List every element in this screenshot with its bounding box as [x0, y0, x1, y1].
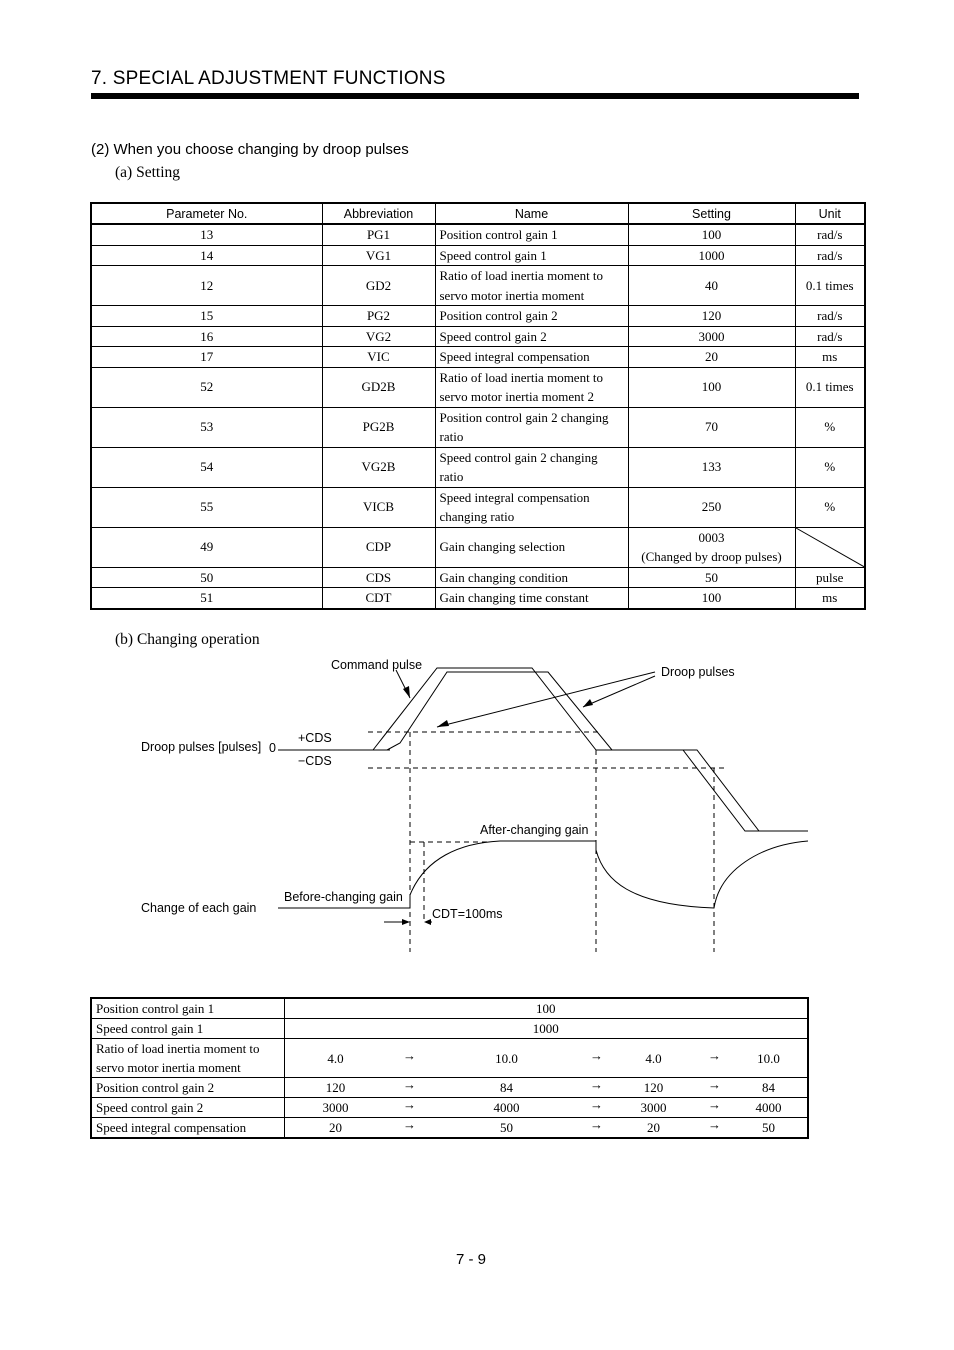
zero-label: 0 — [269, 741, 276, 755]
table-row — [91, 224, 865, 245]
command-pulse-arrowhead — [403, 686, 410, 698]
arrow-icon: → — [403, 1097, 416, 1112]
gain-name: Speed control gain 2 — [91, 1098, 284, 1118]
param-abbr: VG2B — [322, 447, 435, 487]
param-no: 14 — [91, 245, 322, 266]
param-no: 16 — [91, 326, 322, 347]
param-abbr: GD2 — [322, 266, 435, 306]
table-row — [91, 487, 865, 527]
param-no: 53 — [91, 407, 322, 447]
param-setting: 100 — [628, 588, 795, 609]
plus-cds-label: +CDS — [298, 731, 332, 745]
value-4: 84 — [762, 1080, 775, 1095]
param-setting: 250 — [628, 487, 795, 527]
param-unit: % — [795, 447, 865, 487]
table-row — [91, 527, 865, 567]
arrow-icon: → — [403, 1077, 416, 1092]
table-row — [91, 245, 865, 266]
table-row — [91, 326, 865, 347]
param-abbr: PG2B — [322, 407, 435, 447]
cdt-arrowhead-right — [424, 919, 431, 925]
diagonal-slash — [796, 528, 865, 567]
param-unit: 0.1 times — [795, 266, 865, 306]
param-unit: pulse — [795, 567, 865, 588]
param-name: Position control gain 2 — [435, 306, 628, 327]
param-setting: 133 — [628, 447, 795, 487]
gain-values-table — [90, 997, 809, 1139]
table-row — [91, 367, 865, 407]
param-setting — [628, 527, 795, 567]
param-name: Speed integral compensation — [435, 347, 628, 368]
param-no: 54 — [91, 447, 322, 487]
header-parameter-no: Parameter No. — [91, 203, 322, 224]
param-setting: 100 — [628, 224, 795, 245]
value-1: 4.0 — [327, 1050, 344, 1066]
table-row — [91, 1039, 808, 1078]
param-abbr: CDP — [322, 527, 435, 567]
param-unit: rad/s — [795, 326, 865, 347]
param-abbr: VIC — [322, 347, 435, 368]
value-4: 4000 — [755, 1100, 782, 1115]
droop-pointer-1 — [437, 672, 655, 727]
table-row — [91, 447, 865, 487]
value-2: 50 — [500, 1120, 513, 1135]
value-1: 20 — [329, 1120, 342, 1135]
param-abbr: CDS — [322, 567, 435, 588]
value-4: 50 — [762, 1120, 775, 1135]
param-name: Gain changing condition — [435, 567, 628, 588]
table-row — [91, 567, 865, 588]
param-name: Speed control gain 2 changing ratio — [435, 447, 628, 487]
table-row — [91, 1118, 808, 1139]
header-rule — [91, 93, 859, 99]
before-changing-gain-label: Before-changing gain — [284, 890, 403, 904]
param-abbr: PG2 — [322, 306, 435, 327]
value-2: 10.0 — [495, 1050, 518, 1066]
param-name: Gain changing time constant — [435, 588, 628, 609]
param-name: Gain changing selection — [435, 527, 628, 567]
value-3: 3000 — [640, 1100, 667, 1115]
param-setting: 1000 — [628, 245, 795, 266]
param-setting: 40 — [628, 266, 795, 306]
droop-pulse-line — [387, 672, 771, 831]
value-1: 120 — [325, 1080, 346, 1095]
droop-axis-label: Droop pulses [pulses] — [141, 740, 262, 754]
arrow-icon: → — [403, 1117, 416, 1132]
arrow-icon: → — [590, 1077, 603, 1092]
table-row — [91, 306, 865, 327]
param-name: Position control gain 2 changing ratio — [435, 407, 628, 447]
parameter-table — [90, 202, 866, 610]
param-unit: rad/s — [795, 306, 865, 327]
page-number: 7 - 9 — [456, 1251, 487, 1268]
droop-arrowhead-1 — [437, 720, 449, 727]
command-pulse-line — [373, 668, 808, 831]
param-no: 13 — [91, 224, 322, 245]
gain-name: Ratio of load inertia moment to servo motor inertia moment — [91, 1039, 284, 1078]
param-no: 52 — [91, 367, 322, 407]
setting-subheading: (a) Setting — [115, 164, 180, 181]
cdt-label: CDT=100ms — [432, 907, 503, 921]
arrow-icon: → — [708, 1097, 721, 1112]
chapter-title: 7. SPECIAL ADJUSTMENT FUNCTIONS — [91, 68, 446, 89]
arrow-icon: → — [708, 1047, 721, 1063]
param-name: Ratio of load inertia moment to servo motor inertia moment — [435, 266, 628, 306]
gain-name: Speed integral compensation — [91, 1118, 284, 1139]
param-name: Speed control gain 2 — [435, 326, 628, 347]
minus-cds-label: −CDS — [298, 754, 332, 768]
section-title: (2) When you choose changing by droop pulses — [91, 141, 409, 158]
droop-arrowhead-2 — [583, 699, 593, 707]
table-row — [91, 998, 808, 1019]
param-name: Position control gain 1 — [435, 224, 628, 245]
table-row — [91, 588, 865, 609]
command-pulse-pointer — [396, 670, 410, 698]
command-pulse-label: Command pulse — [331, 658, 423, 672]
setting-value: 0003 — [698, 529, 725, 545]
value-3: 120 — [643, 1080, 664, 1095]
param-unit: ms — [795, 347, 865, 368]
param-unit: rad/s — [795, 245, 865, 266]
value-4: 10.0 — [757, 1050, 780, 1066]
table-row — [91, 347, 865, 368]
gain-value: 100 — [284, 998, 808, 1019]
arrow-icon: → — [708, 1077, 721, 1092]
gain-values — [284, 1118, 808, 1139]
value-3: 20 — [647, 1120, 660, 1135]
param-setting: 20 — [628, 347, 795, 368]
param-name: Speed integral compensation changing ratio — [435, 487, 628, 527]
gain-value: 1000 — [284, 1019, 808, 1039]
operation-subheading: (b) Changing operation — [115, 631, 260, 648]
arrow-icon: → — [403, 1047, 416, 1063]
arrow-icon: → — [708, 1117, 721, 1132]
value-2: 4000 — [493, 1100, 520, 1115]
param-unit: % — [795, 487, 865, 527]
gain-values — [284, 1039, 808, 1078]
param-no: 49 — [91, 527, 322, 567]
table-row — [91, 266, 865, 306]
param-unit: % — [795, 407, 865, 447]
param-setting: 120 — [628, 306, 795, 327]
table-row — [91, 1019, 808, 1039]
param-no: 15 — [91, 306, 322, 327]
param-no: 12 — [91, 266, 322, 306]
droop-pointer-2 — [583, 676, 655, 707]
param-abbr: VG1 — [322, 245, 435, 266]
header-name: Name — [435, 203, 628, 224]
param-name: Ratio of load inertia moment to servo motor inertia moment 2 — [435, 367, 628, 407]
param-name: Speed control gain 1 — [435, 245, 628, 266]
gain-name: Speed control gain 1 — [91, 1019, 284, 1039]
header-unit: Unit — [795, 203, 865, 224]
param-no: 17 — [91, 347, 322, 368]
cdt-arrowhead-left — [402, 919, 410, 925]
param-unit: rad/s — [795, 224, 865, 245]
param-abbr: VG2 — [322, 326, 435, 347]
param-abbr: VICB — [322, 487, 435, 527]
arrow-icon: → — [590, 1047, 603, 1063]
value-3: 4.0 — [645, 1050, 662, 1066]
after-changing-gain-label: After-changing gain — [480, 823, 589, 837]
param-no: 51 — [91, 588, 322, 609]
header-abbreviation: Abbreviation — [322, 203, 435, 224]
param-abbr: PG1 — [322, 224, 435, 245]
setting-note: (Changed by droop pulses) — [641, 549, 782, 564]
gain-name: Position control gain 1 — [91, 998, 284, 1019]
param-setting: 3000 — [628, 326, 795, 347]
header-setting: Setting — [628, 203, 795, 224]
param-unit: ms — [795, 588, 865, 609]
param-setting: 100 — [628, 367, 795, 407]
param-unit: 0.1 times — [795, 367, 865, 407]
unit-not-applicable — [795, 527, 865, 567]
table-row — [91, 407, 865, 447]
param-setting: 50 — [628, 567, 795, 588]
droop-pulses-label: Droop pulses — [661, 665, 735, 679]
param-setting: 70 — [628, 407, 795, 447]
value-1: 3000 — [322, 1100, 349, 1115]
gain-name: Position control gain 2 — [91, 1078, 284, 1098]
arrow-icon: → — [590, 1117, 603, 1132]
arrow-icon: → — [590, 1097, 603, 1112]
gain-axis-label: Change of each gain — [141, 901, 257, 915]
param-abbr: GD2B — [322, 367, 435, 407]
param-no: 55 — [91, 487, 322, 527]
param-abbr: CDT — [322, 588, 435, 609]
param-no: 50 — [91, 567, 322, 588]
value-2: 84 — [500, 1080, 513, 1095]
